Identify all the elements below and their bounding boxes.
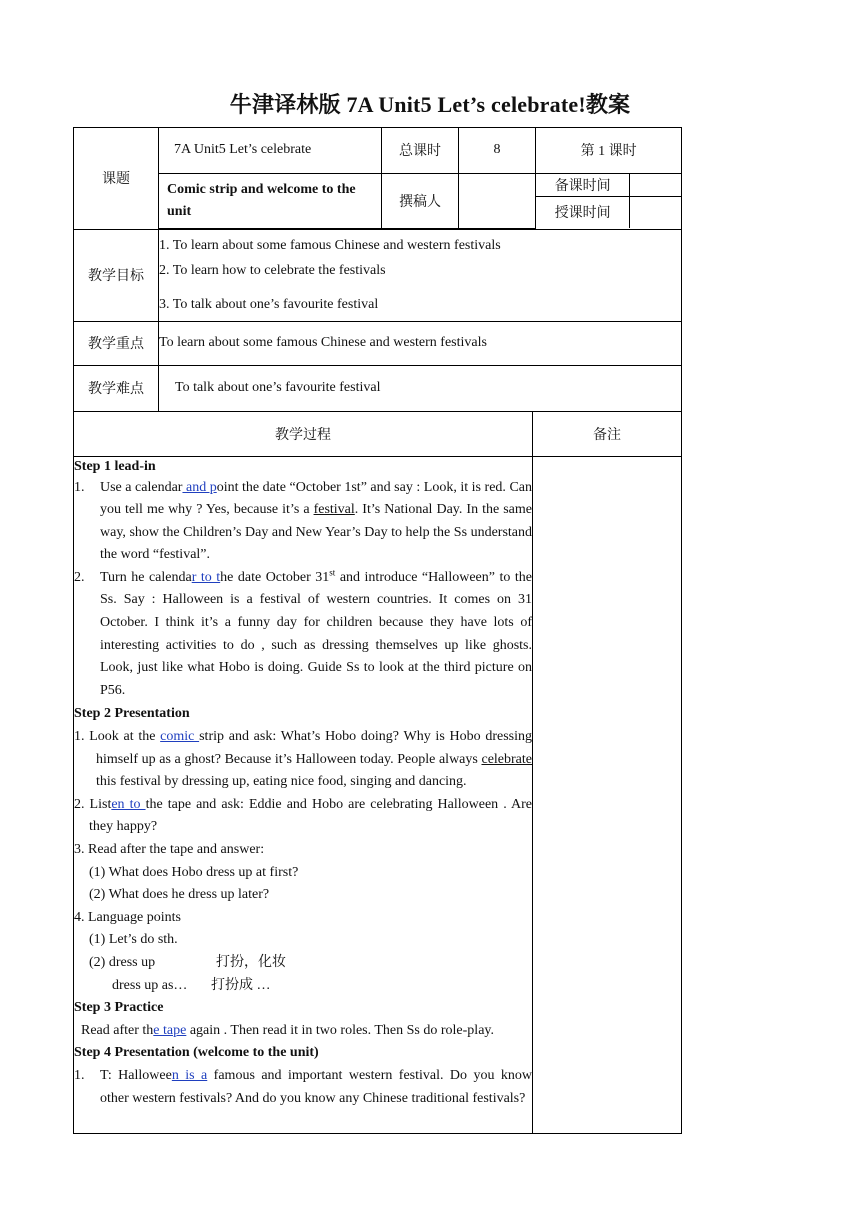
- sub-item: dress up as… 打扮成 …: [112, 977, 271, 993]
- header-grid: [159, 128, 681, 229]
- lesson-plan-table: [73, 127, 682, 1134]
- key-point-value: To learn about some famous Chinese and western festivals: [159, 321, 682, 365]
- goal-item: 2. To learn how to celebrate the festivals: [159, 262, 386, 278]
- prep-time-label: 备课时间: [536, 173, 630, 196]
- teach-time-value: [630, 196, 681, 228]
- prep-time-value: [630, 173, 681, 196]
- total-lessons-value: 8: [458, 128, 536, 173]
- step-title: Step 2 Presentation: [74, 706, 190, 722]
- goal-item: 3. To talk about one’s favourite festival: [159, 296, 379, 312]
- paragraph: Read after the tape again . Then read it in two roles. Then Ss do role-play.: [81, 1022, 494, 1038]
- key-point-label: 教学重点: [74, 321, 159, 365]
- author-value: [458, 173, 536, 228]
- list-item: 1. Use a calendar and point the date “October 1st” and say : Look, it is red. Can you tell me why ? Yes, because it’s a festival. It’s National Day. In the same way, show the Children’s Day and New Year’s Day to help the Ss understand the word “festival”.: [74, 479, 532, 563]
- page-title: 牛津译林版 7A Unit5 Let’s celebrate!教案: [229, 92, 631, 117]
- list-item: 2. Listen to the tape and ask: Eddie and Hobo are celebrating Halloween . Are they happy?: [74, 796, 532, 835]
- goal-item: 1. To learn about some famous Chinese and western festivals: [159, 237, 501, 253]
- list-item: 1. T: Halloween is a famous and important western festival. Do you know other western festivals? And do you know any Chinese traditional festivals?: [74, 1067, 533, 1106]
- sub-item: (2) What does he dress up later?: [89, 887, 270, 903]
- process-label: 教学过程: [74, 411, 533, 456]
- lesson-period: 第 1 课时: [536, 128, 681, 173]
- list-item: 2. Turn he calendar to the date October 31st and introduce “Halloween” to the Ss. Say : Halloween is a festival of western countries. It comes on 31 October. I think it’s a funny day for children because they have lots of interesting activities to do , such as dressing themselves up like ghosts. Look, just like what Hobo is doing. Guide Ss to look at the third picture on P56.: [74, 567, 532, 698]
- list-item: 4. Language points: [74, 909, 181, 925]
- list-item: 3. Read after the tape and answer:: [74, 842, 265, 857]
- teach-time-label: 授课时间: [536, 196, 630, 228]
- notes-column: [533, 456, 682, 1133]
- step-title: Step 3 Practice: [74, 1000, 164, 1016]
- topic-label: 课题: [74, 128, 159, 230]
- author-label: 撰稿人: [382, 173, 459, 228]
- sub-item: (2) dress up 打扮，化妆: [89, 954, 286, 970]
- step-title: Step 4 Presentation (welcome to the unit): [74, 1045, 319, 1061]
- sub-item: (1) What does Hobo dress up at first?: [89, 864, 299, 880]
- topic-value: 7A Unit5 Let’s celebrate: [159, 128, 382, 173]
- lesson-subtitle: Comic strip and welcome to the unit: [159, 173, 382, 228]
- total-lessons-label: 总课时: [382, 128, 459, 173]
- sub-item: (1) Let’s do sth.: [89, 932, 178, 948]
- difficulty-value: To talk about one’s favourite festival: [159, 365, 682, 411]
- process-content: [74, 456, 533, 1133]
- difficulty-label: 教学难点: [74, 365, 159, 411]
- goals-label: 教学目标: [74, 229, 159, 321]
- list-item: 1. Look at the comic strip and ask: What’s Hobo doing? Why is Hobo dressing himself up as a ghost? Because it’s Halloween today. People always celebrate this festival by dressing up, eating nice food, singing and dancing.: [74, 729, 532, 790]
- notes-label: 备注: [533, 411, 682, 456]
- step-title: Step 1 lead-in: [74, 458, 156, 474]
